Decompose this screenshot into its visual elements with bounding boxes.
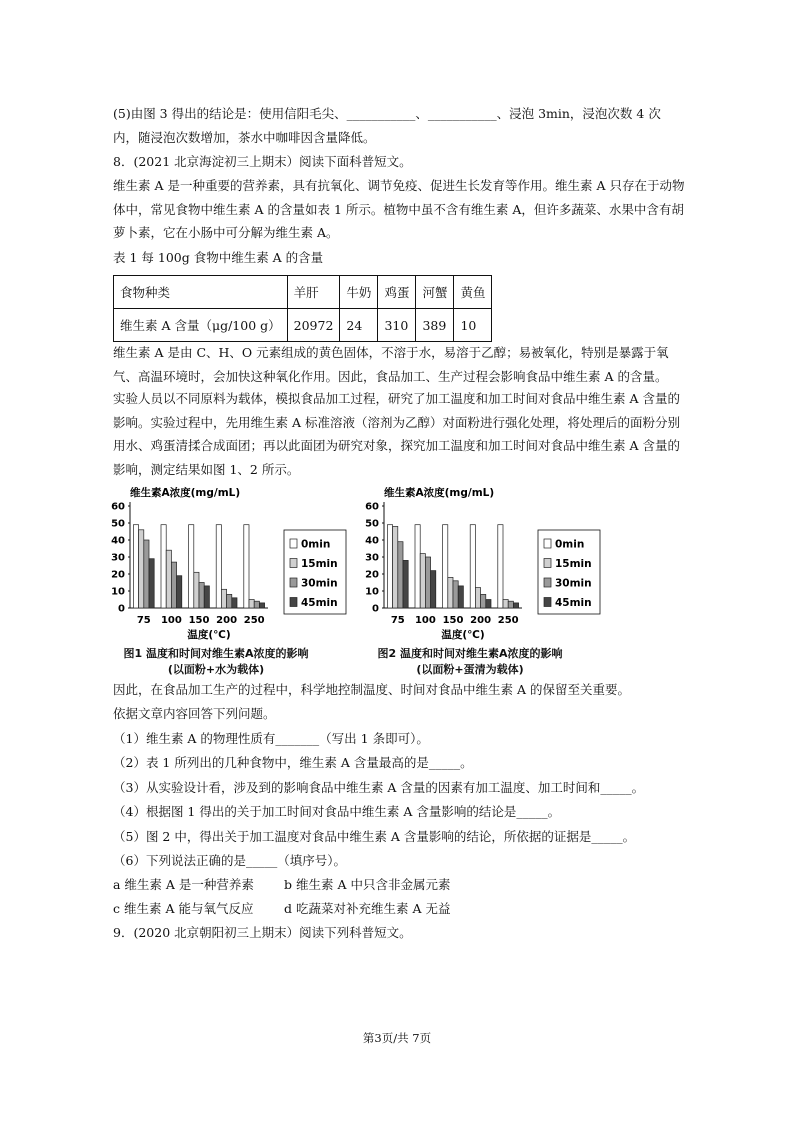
bar	[216, 525, 221, 608]
x-tick-label: 250	[497, 615, 519, 626]
question-1: （1）维生素 A 的物理性质有_______（写出 1 条即可）。	[113, 731, 429, 746]
y-tick-label: 40	[365, 535, 379, 547]
bar	[144, 540, 149, 608]
figure-2-caption-subtitle: (以面粉+蛋清为载体)	[416, 663, 524, 676]
bar	[415, 525, 420, 608]
bar	[194, 572, 199, 608]
legend-label: 45min	[555, 597, 592, 609]
y-tick-label: 40	[111, 535, 125, 547]
bar-chart-svg	[108, 484, 358, 644]
y-axis-title: 维生素A浓度(mg/mL)	[130, 487, 241, 499]
y-tick-label: 20	[365, 569, 379, 581]
x-tick-label: 100	[160, 615, 182, 626]
x-tick-label: 75	[390, 615, 405, 626]
paragraph-experiment: 实验人员以不同原料为载体，模拟食品加工过程，研究了加工温度和加工时间对食品中维生素 A 含量的影响。实验过程中，先用维生素 A 标准溶液（溶剂为乙醇）对面粉进行强化处理，将处理后的面粉分别用水、鸡蛋清揉合成面团；再以此面团为研究对象，探究加工温度和加工时间对食品中维生素 A 含量的影响，测定结果如图 1、2 所示。	[113, 391, 680, 477]
table-cell: 羊肝	[287, 276, 340, 309]
bar	[513, 603, 518, 608]
bar	[171, 562, 176, 608]
question-6: （6）下列说法正确的是_____（填序号）。	[113, 853, 346, 868]
table-cell: 20972	[287, 309, 340, 342]
x-tick-label: 200	[470, 615, 492, 626]
option-a: a 维生素 A 是一种营养素	[113, 877, 254, 892]
table-cell: 310	[378, 309, 416, 342]
paragraph-properties: 维生素 A 是由 C、H、O 元素组成的黄色固体，不溶于水，易溶于乙醇；易被氧化，特别是暴露于氧气、高温环境时，会加快这种氧化作用。因此，食品加工、生产过程会影响食品中维生素 A 的含量。	[113, 345, 669, 384]
bar	[199, 583, 204, 609]
bar	[387, 525, 392, 608]
bar	[503, 600, 508, 609]
table-row	[114, 309, 492, 342]
bar	[166, 550, 171, 608]
y-tick-label: 0	[372, 603, 379, 615]
y-tick-label: 60	[365, 501, 379, 513]
question-2: （2）表 1 所列出的几种食物中，维生素 A 含量最高的是_____。	[113, 755, 473, 770]
y-tick-label: 20	[111, 569, 125, 581]
legend-swatch	[544, 598, 551, 607]
y-tick-label: 0	[118, 603, 125, 615]
x-tick-label: 75	[136, 615, 151, 626]
table-caption: 表 1 每 100g 食物中维生素 A 的含量	[113, 250, 324, 265]
figure-1-chart	[108, 484, 358, 644]
legend-swatch	[544, 578, 551, 587]
y-tick-label: 10	[365, 586, 379, 598]
bar	[398, 542, 403, 608]
bar	[133, 525, 138, 608]
y-tick-label: 60	[111, 501, 125, 513]
bar	[177, 576, 182, 608]
bar	[486, 600, 491, 609]
x-tick-label: 200	[216, 615, 238, 626]
y-tick-label: 50	[365, 518, 379, 530]
x-axis-title: 温度(℃)	[187, 629, 231, 641]
legend-label: 15min	[555, 558, 592, 570]
instructions: 依据文章内容回答下列问题。	[113, 706, 276, 721]
bar	[403, 560, 408, 608]
y-tick-label: 50	[111, 518, 125, 530]
legend-label: 15min	[301, 558, 338, 570]
bar	[420, 554, 425, 608]
bar	[475, 588, 480, 608]
bar	[221, 589, 226, 608]
y-axis-title: 维生素A浓度(mg/mL)	[384, 487, 495, 499]
option-c: c 维生素 A 能与氧气反应	[113, 901, 254, 916]
table-cell: 黄鱼	[454, 276, 492, 309]
bar	[227, 594, 232, 608]
bar	[443, 525, 448, 608]
bar	[393, 526, 398, 608]
table-cell: 10	[454, 309, 492, 342]
bar	[189, 525, 194, 608]
bar	[204, 586, 209, 608]
table-cell: 24	[340, 309, 378, 342]
bar	[161, 525, 166, 608]
figure-1-caption-subtitle: (以面粉+水为载体)	[167, 663, 265, 676]
x-tick-label: 100	[414, 615, 436, 626]
paragraph-intro: 维生素 A 是一种重要的营养素，具有抗氧化、调节免疫、促进生长发育等作用。维生素 A 只存在于动物体中，常见食物中维生素 A 的含量如表 1 所示。植物中虽不含有维生素 A，但许多蔬菜、水果中含有胡萝卜素，它在小肠中可分解为维生素 A。	[113, 178, 685, 241]
table-cell: 鸡蛋	[378, 276, 416, 309]
figure-1-caption	[108, 646, 324, 678]
bar	[249, 600, 254, 609]
bar-chart-svg	[362, 484, 612, 644]
table-cell: 食物种类	[114, 276, 288, 309]
x-tick-label: 150	[442, 615, 464, 626]
x-axis-title: 温度(℃)	[441, 629, 485, 641]
legend-swatch	[544, 539, 551, 548]
x-tick-label: 250	[243, 615, 265, 626]
table-header-row	[114, 276, 492, 309]
q9-header: 9．(2020 北京朝阳初三上期末）阅读下列科普短文。	[113, 925, 412, 940]
bar	[453, 581, 458, 608]
bar	[470, 525, 475, 608]
y-tick-label: 10	[111, 586, 125, 598]
option-d: d 吃蔬菜对补充维生素 A 无益	[284, 901, 451, 916]
table-cell: 牛奶	[340, 276, 378, 309]
legend-swatch	[290, 559, 297, 568]
bar	[149, 559, 154, 608]
question-4: （4）根据图 1 得出的关于加工时间对食品中维生素 A 含量影响的结论是_____。	[113, 804, 561, 819]
bar	[425, 557, 430, 608]
legend-swatch	[290, 578, 297, 587]
page-footer: 第3页/共 7页	[362, 1031, 432, 1045]
bar	[244, 525, 249, 608]
bar	[254, 601, 259, 608]
bar	[139, 530, 144, 608]
bar	[259, 603, 264, 608]
table-cell: 河蟹	[416, 276, 454, 309]
legend-swatch	[544, 559, 551, 568]
y-tick-label: 30	[365, 552, 379, 564]
option-b: b 维生素 A 中只含非金属元素	[284, 877, 451, 892]
q7-part5-text: (5)由图 3 得出的结论是：使用信阳毛尖、___________、___________、浸泡 3min，浸泡次数 4 次内，随浸泡次数增加，茶水中咖啡因含量降低。	[113, 106, 661, 145]
bar	[431, 571, 436, 608]
vitamin-a-table	[113, 275, 492, 342]
bar	[232, 598, 237, 608]
q8-header: 8．(2021 北京海淀初三上期末）阅读下面科普短文。	[113, 154, 412, 169]
legend-label: 45min	[301, 597, 338, 609]
legend-label: 30min	[301, 577, 338, 590]
table-cell: 维生素 A 含量（μg/100 g）	[114, 309, 288, 342]
bar	[481, 594, 486, 608]
question-5: （5）图 2 中，得出关于加工温度对食品中维生素 A 含量影响的结论，所依据的证据是_____。	[113, 829, 636, 844]
figure-1-caption-title: 图1 温度和时间对维生素A浓度的影响	[123, 647, 309, 660]
y-tick-label: 30	[111, 552, 125, 564]
bar	[458, 586, 463, 608]
figure-2-chart	[362, 484, 612, 644]
legend-label: 0min	[555, 538, 585, 551]
figure-2-caption	[362, 646, 578, 678]
legend-swatch	[290, 598, 297, 607]
bar	[448, 577, 453, 608]
legend-swatch	[290, 539, 297, 548]
bar	[508, 601, 513, 608]
table-cell: 389	[416, 309, 454, 342]
bar	[498, 525, 503, 608]
legend-label: 0min	[301, 538, 331, 551]
figure-2-caption-title: 图2 温度和时间对维生素A浓度的影响	[377, 647, 563, 660]
paragraph-conclusion: 因此，在食品加工生产的过程中，科学地控制温度、时间对食品中维生素 A 的保留至关重要。	[113, 682, 630, 697]
legend-label: 30min	[555, 577, 592, 590]
x-tick-label: 150	[188, 615, 210, 626]
question-3: （3）从实验设计看，涉及到的影响食品中维生素 A 含量的因素有加工温度、加工时间和_____。	[113, 780, 645, 795]
